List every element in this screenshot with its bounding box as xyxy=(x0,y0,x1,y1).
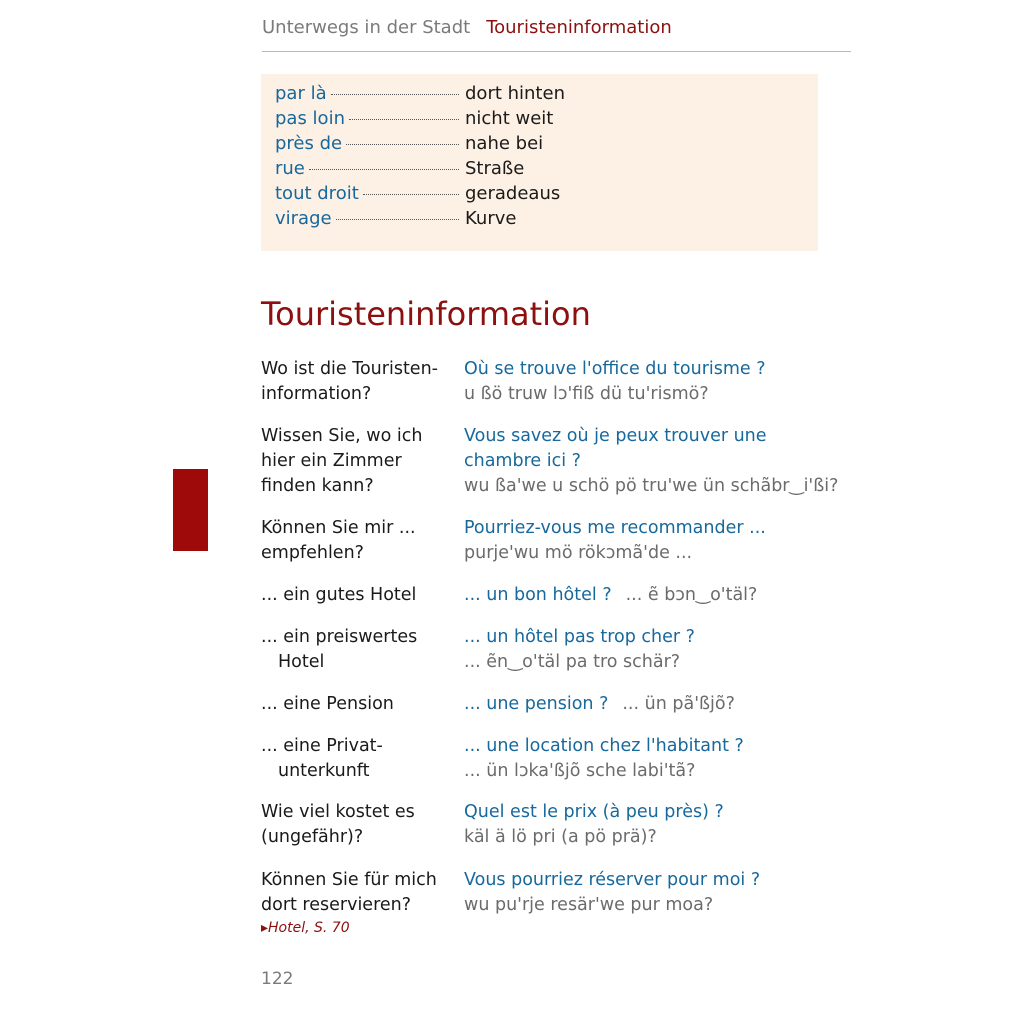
phrase-french-column xyxy=(464,692,844,717)
cross-reference-link[interactable]: ▸Hotel, S. 70 xyxy=(261,920,350,936)
pronunciation-line: käl ä lö pri (a pö prä)? xyxy=(464,827,657,847)
phrase-french-column xyxy=(464,357,844,407)
vocab-french: près de xyxy=(275,133,343,154)
german-line: Wie viel kostet es xyxy=(261,802,415,822)
phrase-german xyxy=(261,692,456,717)
phrase-german xyxy=(261,625,456,675)
phrase-german xyxy=(261,868,456,938)
vocabulary-box xyxy=(261,74,818,251)
french-line: chambre ici ? xyxy=(464,451,581,471)
dotted-leader xyxy=(331,94,459,95)
phrase-french-column xyxy=(464,800,844,850)
running-header xyxy=(262,16,851,52)
phrase-german xyxy=(261,583,456,608)
french-line: Vous savez où je peux trouver une xyxy=(464,426,767,446)
header-chapter: Touristeninformation xyxy=(486,17,672,38)
german-line: hier ein Zimmer xyxy=(261,451,402,471)
pronunciation-inline: ... ün pã'ßjõ? xyxy=(622,694,735,714)
phrase-french-column xyxy=(464,868,844,918)
phrase-german xyxy=(261,516,456,566)
vocab-row xyxy=(275,206,818,231)
phrase-french-column xyxy=(464,424,844,499)
german-line: (ungefähr)? xyxy=(261,827,364,847)
dotted-leader xyxy=(346,144,459,145)
vocab-french: rue xyxy=(275,158,305,179)
french-line: ... une location chez l'habitant ? xyxy=(464,736,744,756)
phrase-german xyxy=(261,357,456,407)
german-line: Hotel xyxy=(278,652,325,672)
dotted-leader xyxy=(363,194,459,195)
german-line: finden kann? xyxy=(261,476,374,496)
vocab-german: geradeaus xyxy=(465,183,561,204)
dotted-leader xyxy=(336,219,459,220)
phrase-german xyxy=(261,800,456,850)
german-line: Wo ist die Touristen- xyxy=(261,359,438,379)
vocab-french: pas loin xyxy=(275,108,345,129)
french-line: Vous pourriez réserver pour moi ? xyxy=(464,870,761,890)
header-section: Unterwegs in der Stadt xyxy=(262,17,471,38)
french-line: ... une pension ? xyxy=(464,694,609,714)
pronunciation-inline: ... ẽ bɔn‿o'täl? xyxy=(625,585,758,605)
vocab-french: par là xyxy=(275,83,327,104)
french-line: Quel est le prix (à peu près) ? xyxy=(464,802,724,822)
phrase-french-column xyxy=(464,625,844,675)
french-line: Où se trouve l'office du tourisme ? xyxy=(464,359,766,379)
german-line: ... eine Privat- xyxy=(261,736,383,756)
phrase-german xyxy=(261,424,456,499)
german-line: ... ein gutes Hotel xyxy=(261,585,417,605)
chapter-tab-marker xyxy=(173,469,208,551)
pronunciation-line: wu ßa'we u schö pö tru'we ün schãbr‿i'ßi? xyxy=(464,476,839,496)
vocab-german: dort hinten xyxy=(465,83,565,104)
phrase-french-column xyxy=(464,734,844,784)
pronunciation-line: wu pu'rje resär'we pur moa? xyxy=(464,895,714,915)
phrase-french-column xyxy=(464,516,844,566)
german-line: Können Sie für mich xyxy=(261,870,437,890)
german-line: Wissen Sie, wo ich xyxy=(261,426,423,446)
french-line: Pourriez-vous me recommander ... xyxy=(464,518,766,538)
pronunciation-line: purje'wu mö rökɔmã'de ... xyxy=(464,543,693,563)
pronunciation-line: u ßö truw lɔ'fiß dü tu'rismö? xyxy=(464,384,709,404)
german-line: empfehlen? xyxy=(261,543,364,563)
dotted-leader xyxy=(349,119,459,120)
pronunciation-line: ... ẽn‿o'täl pa tro schär? xyxy=(464,652,681,672)
french-line: ... un bon hôtel ? xyxy=(464,585,612,605)
vocab-german: Kurve xyxy=(465,208,517,229)
phrase-french-column xyxy=(464,583,844,608)
vocab-row xyxy=(275,106,818,131)
german-line: dort reservieren? xyxy=(261,895,412,915)
dotted-leader xyxy=(309,169,459,170)
vocab-row xyxy=(275,131,818,156)
vocab-row xyxy=(275,156,818,181)
pronunciation-line: ... ün lɔka'ßjõ sche labi'tã? xyxy=(464,761,696,781)
german-line: ... eine Pension xyxy=(261,694,394,714)
french-line: ... un hôtel pas trop cher ? xyxy=(464,627,695,647)
vocab-row xyxy=(275,181,818,206)
german-line: unterkunft xyxy=(278,761,370,781)
vocab-french: virage xyxy=(275,208,332,229)
german-line: ... ein preiswertes xyxy=(261,627,418,647)
vocab-german: nahe bei xyxy=(465,133,544,154)
vocab-german: Straße xyxy=(465,158,525,179)
page-number: 122 xyxy=(261,969,294,989)
vocab-french: tout droit xyxy=(275,183,359,204)
german-line: information? xyxy=(261,384,372,404)
vocab-row xyxy=(275,81,818,106)
german-line: Können Sie mir ... xyxy=(261,518,416,538)
phrase-german xyxy=(261,734,456,784)
vocab-german: nicht weit xyxy=(465,108,554,129)
section-title: Touristeninformation xyxy=(261,295,591,333)
